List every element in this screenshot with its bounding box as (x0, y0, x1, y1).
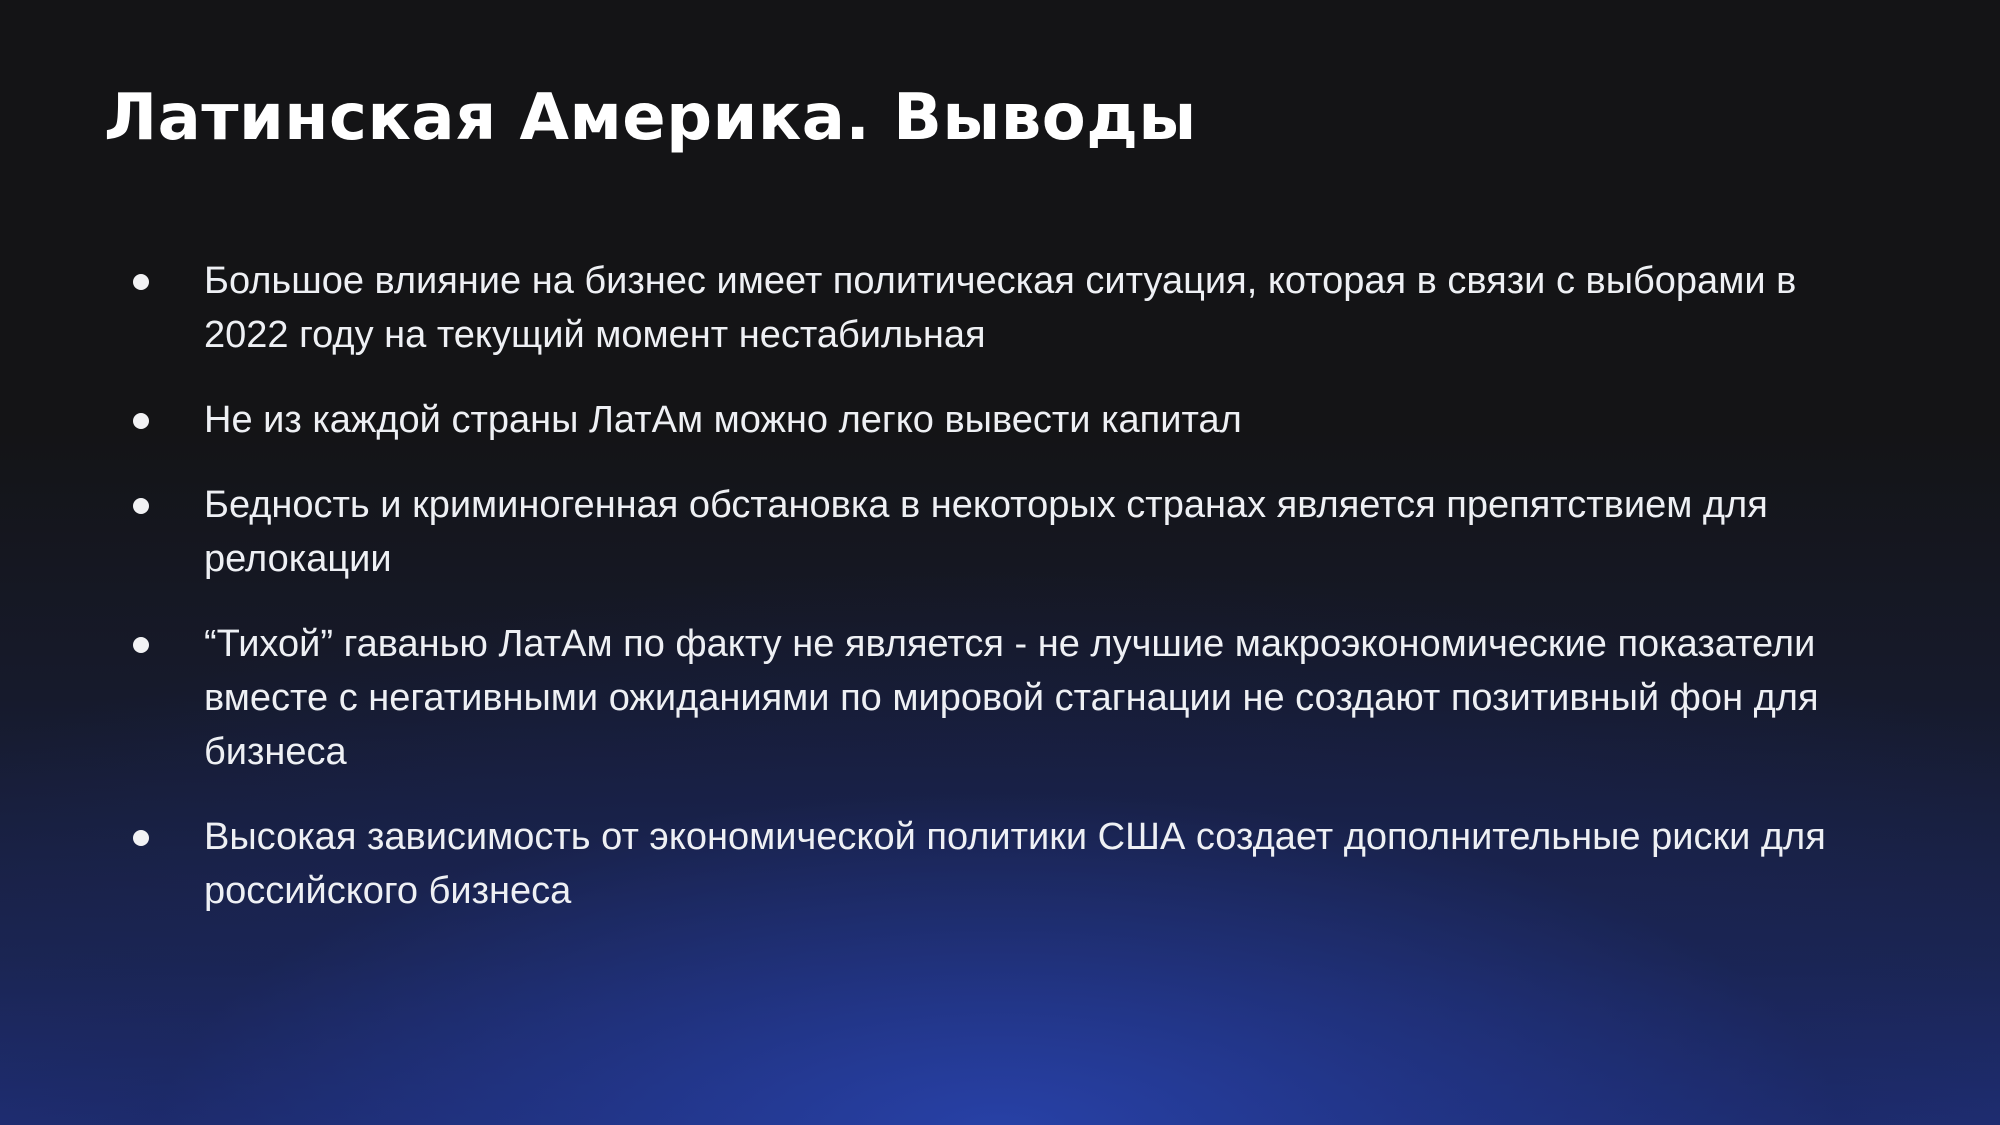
bullet-dot-icon (133, 637, 149, 653)
bullet-item-1 (0, 254, 2000, 362)
slide-title: Латинская Америка. Выводы (104, 81, 1197, 155)
bullet-dot-icon (133, 498, 149, 514)
bullet-text: Большое влияние на бизнес имеет политическая ситуация, которая в связи с выборами в 2022 году на текущий момент нестабильная (204, 260, 1797, 356)
bullet-text: Бедность и криминогенная обстановка в некоторых странах является препятствием для релокации (204, 484, 1768, 580)
bullet-dot-icon (133, 274, 149, 290)
bullet-text: “Тихой” гаванью ЛатАм по факту не является - не лучшие макроэкономические показатели вместе с негативными ожиданиями по мировой стагнации не создают позитивный фон для бизнеса (204, 623, 1819, 773)
bullet-dot-icon (133, 830, 149, 846)
bullet-item-5 (0, 810, 2000, 918)
bullet-dot-icon (133, 413, 149, 429)
bullet-item-3 (0, 478, 2000, 586)
bullet-text: Высокая зависимость от экономической политики США создает дополнительные риски для российского бизнеса (204, 816, 1826, 912)
bullet-item-4 (0, 617, 2000, 779)
bullet-item-2 (0, 393, 2000, 447)
bullet-text: Не из каждой страны ЛатАм можно легко вывести капитал (204, 399, 1242, 441)
bullet-list (0, 254, 2000, 949)
